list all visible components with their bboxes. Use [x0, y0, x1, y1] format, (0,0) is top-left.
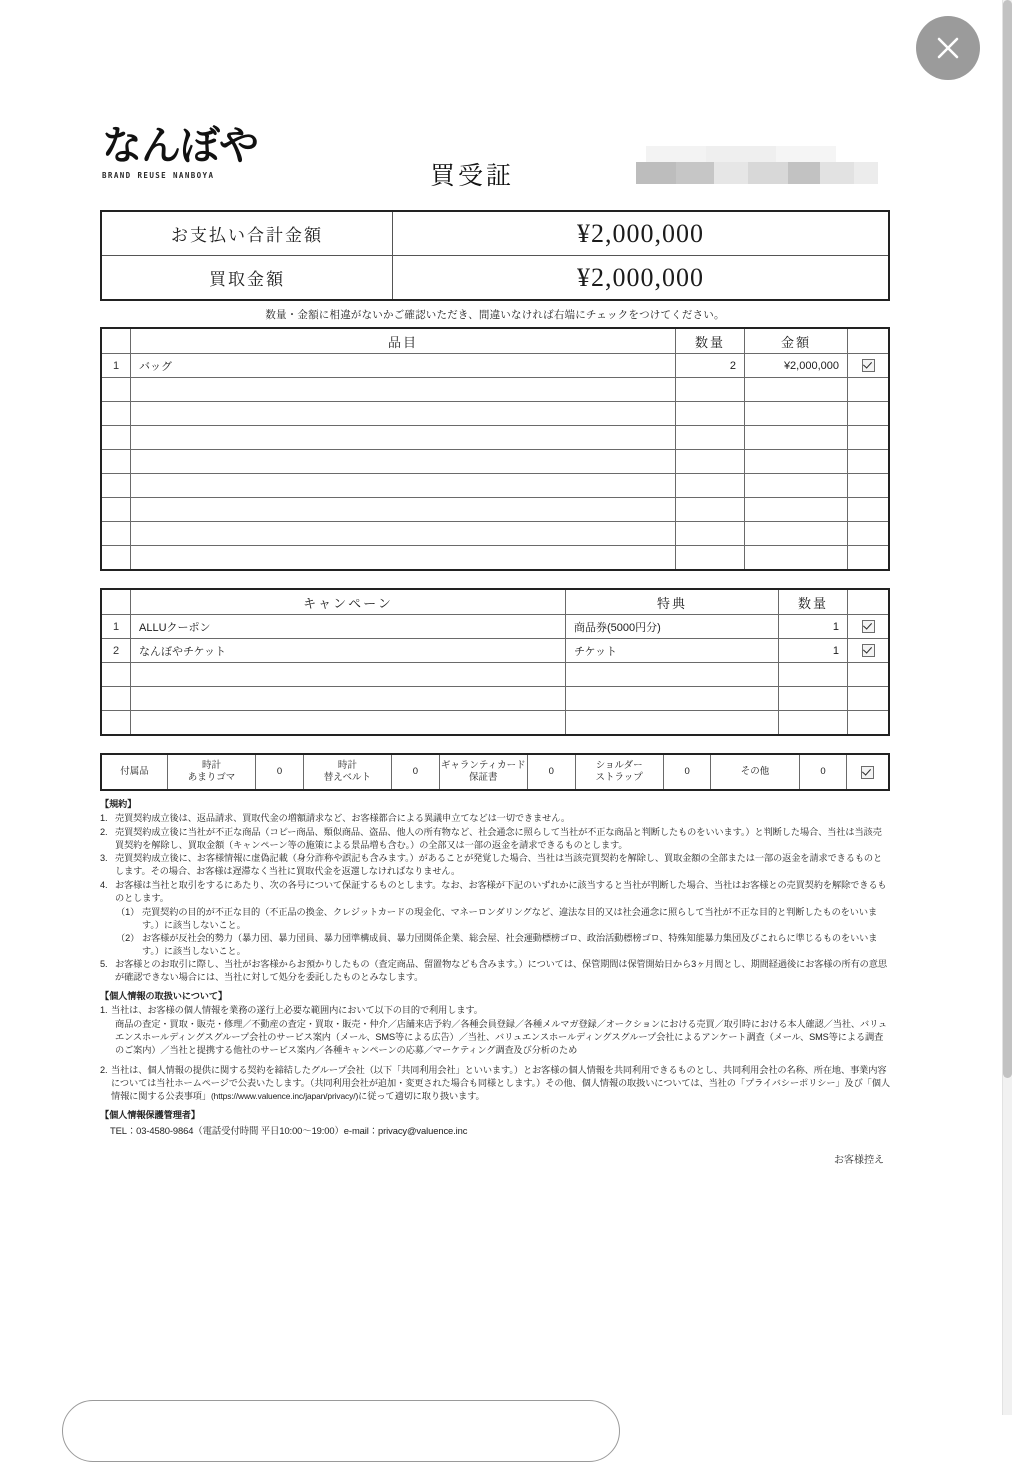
table-row — [101, 615, 889, 639]
table-row-empty — [101, 378, 889, 402]
privacy-clause-1-num: 1. — [100, 1004, 108, 1015]
privacy-clause-2-text — [111, 1064, 890, 1103]
campaign-row-name: なんぼやチケット — [131, 639, 566, 663]
accessory-name-1: 時計 替えベルト — [303, 754, 391, 790]
checkmark-icon — [862, 620, 875, 633]
item-row-name: バッグ — [131, 354, 676, 378]
accessory-row — [101, 754, 889, 790]
privacy-clause-2-main: 当社は、個人情報の提供に関する契約を締結したグループ会社（以下「共同利用会社」といいます。）とお客様の個人情報を共同利用できるものとし、共同利用会社の名称、所在地、事業内容については当社ホームページで公表いたします。（共同利用会社が追加・変更された場合も同様とします。）その他、個人情報の取扱いについては、当社の「プライバシーポリシー」及び「個人情報に関する公表事項」 — [111, 1064, 890, 1101]
terms-clause-4-text: お客様は当社と取引をするにあたり、次の各号について保証するものとします。なお、お客様が下記のいずれかに該当すると当社が判断した場合、当社はお客様との売買契約を解除できるものとします。 — [115, 879, 887, 903]
item-row-amount: ¥2,000,000 — [745, 354, 848, 378]
terms-clause-5-text: お客様とのお取引に際し、当社がお客様からお預かりしたもの（査定商品、留置物なども含みます。）については、保管期間は保管開始日から3ヶ月間とし、期間経過後にお客様の所有の意思が確認できない場合には、当社に対して処分を委託したものとみなします。 — [115, 958, 887, 982]
terms-clause-1 — [100, 812, 890, 825]
campaign-row-name: ALLUクーポン — [131, 615, 566, 639]
privacy-heading: 【個人情報の取扱いについて】 — [100, 990, 228, 1001]
total-row-purchase — [101, 256, 889, 301]
terms-clause-3-text: 売買契約成立後に、お客様情報に虚偽記載（身分詐称や誤記も含みます。）があることが発覚した場合、当社は当該売買契約を解除し、買取金額の全部または一部の返金を請求できるものとします。その場合、お客様は遅滞なく当社に買取代金を返還しなければなりません。 — [115, 853, 883, 877]
campaign-row-no: 1 — [101, 615, 131, 639]
terms-clause-3 — [100, 852, 890, 878]
terms-clause-5-num: 5. — [100, 958, 108, 969]
items-header-name: 品目 — [131, 328, 676, 354]
table-row-empty — [101, 687, 889, 711]
table-row-empty — [101, 711, 889, 736]
accessory-checkbox[interactable] — [847, 754, 889, 790]
table-row — [101, 354, 889, 378]
privacy-clause-2-num: 2. — [100, 1064, 108, 1075]
page-title: 買受証 — [430, 162, 515, 190]
item-row-qty: 2 — [676, 354, 745, 378]
totals-table — [100, 210, 890, 301]
fine-print — [100, 798, 890, 1137]
accessory-name-4: その他 — [711, 754, 799, 790]
terms-clause-4-sub-1 — [100, 906, 890, 932]
total-value-payment: ¥2,000,000 — [393, 211, 890, 256]
accessory-table — [100, 753, 890, 791]
items-header-no — [101, 328, 131, 354]
terms-clause-4-sub-2-text: お客様が反社会的勢力（暴力団、暴力団員、暴力団準構成員、暴力団関係企業、総会屋、社会運動標榜ゴロ、政治活動標榜ゴロ、特殊知能暴力集団及びこれらに準じるものをいいます。）に該当しないこと。 — [142, 932, 878, 956]
bottom-action-button[interactable] — [62, 1400, 620, 1462]
redacted-customer-field — [628, 144, 884, 192]
table-row-empty — [101, 426, 889, 450]
privacy-clause-1 — [100, 1004, 890, 1017]
campaign-header-check — [848, 589, 890, 615]
privacy-clause-2 — [100, 1064, 890, 1103]
checkmark-icon — [862, 359, 875, 372]
item-row-no: 1 — [101, 354, 131, 378]
document-header — [100, 118, 890, 210]
items-header-check — [848, 328, 890, 354]
checkmark-icon — [862, 644, 875, 657]
items-header-row — [101, 328, 889, 354]
accessory-value-0: 0 — [256, 754, 304, 790]
accessory-label: 付属品 — [101, 754, 167, 790]
terms-clause-2-num: 2. — [100, 826, 108, 837]
logo-subtitle: BRAND REUSE NANBOYA — [102, 171, 215, 180]
accessory-value-2: 0 — [527, 754, 575, 790]
vertical-scrollbar[interactable] — [1002, 0, 1012, 1415]
terms-clause-4-num: 4. — [100, 879, 108, 890]
campaign-row-benefit: 商品券(5000円分) — [566, 615, 779, 639]
confirmation-note: 数量・金額に相違がないかご確認いただき、間違いなければ右端にチェックをつけてください。 — [265, 309, 725, 321]
terms-clause-4-sub-2-num: （2） — [116, 932, 140, 943]
privacy-clause-2-tail: に従って適切に取り扱います。 — [358, 1090, 485, 1101]
privacy-manager-heading: 【個人情報保護管理者】 — [100, 1109, 200, 1120]
table-row-empty — [101, 450, 889, 474]
accessory-value-4: 0 — [799, 754, 847, 790]
items-header-qty: 数量 — [676, 328, 745, 354]
terms-clause-4-sub-1-text: 売買契約の目的が不正な目的（不正品の換金、クレジットカードの現金化、マネーロンダリングなど、違法な目的又は社会通念に照らして当社が不正な目的と判断したものをいいます。）に該当しないこと。 — [142, 906, 878, 930]
table-row-empty — [101, 522, 889, 546]
total-label-purchase: 買取金額 — [101, 256, 393, 301]
items-body — [101, 354, 889, 571]
privacy-policy-url[interactable]: (https://www.valuence.inc/japan/privacy/) — [210, 1090, 359, 1101]
privacy-contact: TEL：03-4580-9864（電話受付時間 平日10:00〜19:00）e-mail：privacy@valuence.inc — [110, 1124, 468, 1136]
items-header-amount: 金額 — [745, 328, 848, 354]
receipt-document — [100, 118, 890, 1166]
campaign-table — [100, 588, 890, 736]
table-row — [101, 639, 889, 663]
campaign-header-benefit: 特典 — [566, 589, 779, 615]
campaign-row-checkbox[interactable] — [848, 639, 890, 663]
accessory-value-1: 0 — [392, 754, 440, 790]
terms-clause-4-sub-2 — [100, 932, 890, 958]
campaign-row-qty: 1 — [779, 615, 848, 639]
campaign-row-no: 2 — [101, 639, 131, 663]
accessory-name-3: ショルダー ストラップ — [575, 754, 663, 790]
customer-copy-note: お客様控え — [834, 1155, 884, 1167]
item-row-checkbox[interactable] — [848, 354, 890, 378]
table-spacer — [100, 571, 890, 588]
privacy-clause-1-text: 商品の査定・買取・販売・修理／不動産の査定・買取・販売・仲介／店舗来店予約／各種会員登録／各種メルマガ登録／オークションにおける売買／取引時における本人確認／当社、バリュエンスホールディングスグループ会社のサービス案内（メール、SMS等による広告）／当社、バリュエンスホールディングスグループ会社によるアンケート調査（メール、SMS等による調査のご案内）／当社と提携する他社のサービス案内／各種キャンペーンの応募／マーケティング調査及び分析のため — [115, 1018, 887, 1055]
accessory-value-3: 0 — [663, 754, 711, 790]
campaign-row-checkbox[interactable] — [848, 615, 890, 639]
table-row-empty — [101, 546, 889, 571]
terms-clause-3-num: 3. — [100, 853, 108, 864]
table-row-empty — [101, 498, 889, 522]
campaign-header-no — [101, 589, 131, 615]
table-row-empty — [101, 474, 889, 498]
table-row-empty — [101, 663, 889, 687]
privacy-clause-1-lead: 当社は、お客様の個人情報を業務の遂行上必要な範囲内において以下の目的で利用します。 — [111, 1004, 483, 1015]
logo-wordmark: なんぼや — [102, 123, 258, 169]
terms-clause-2-text: 売買契約成立後に当社が不正な商品（コピー商品、類似商品、盗品、他人の所有物など、社会通念に照らして当社が不正な商品と判断したものをいいます。）と判断した場合、当社は当該売買契約を解除し、買取金額（キャンペーン等の施策による景品増も含む。）の全部又は一部の返金を請求できるものとします。 — [115, 826, 882, 850]
terms-clause-4-sub-1-num: （1） — [116, 906, 140, 917]
campaign-header-name: キャンペーン — [131, 589, 566, 615]
campaign-row-benefit: チケット — [566, 639, 779, 663]
terms-clause-5 — [100, 958, 890, 984]
accessory-name-2: ギャランティカード 保証書 — [439, 754, 527, 790]
terms-clause-1-text: 売買契約成立後は、返品請求、買取代金の増額請求など、お客様都合による異議申立てなどは一切できません。 — [115, 813, 570, 824]
checkmark-icon — [861, 766, 874, 779]
close-button[interactable] — [916, 16, 980, 80]
terms-clause-2 — [100, 826, 890, 852]
close-icon — [933, 33, 963, 63]
campaign-body — [101, 615, 889, 736]
terms-heading: 【規約】 — [100, 799, 137, 809]
scrollbar-thumb[interactable] — [1003, 0, 1012, 1078]
total-row-payment — [101, 211, 889, 256]
terms-clause-1-num: 1. — [100, 813, 108, 824]
accessory-name-0: 時計 あまりゴマ — [167, 754, 255, 790]
total-label-payment: お支払い合計金額 — [101, 211, 393, 256]
nanboya-logo — [102, 123, 282, 180]
total-value-purchase: ¥2,000,000 — [393, 256, 890, 301]
campaign-header-qty: 数量 — [779, 589, 848, 615]
campaign-header-row — [101, 589, 889, 615]
items-table — [100, 327, 890, 571]
terms-clause-4 — [100, 879, 890, 905]
campaign-row-qty: 1 — [779, 639, 848, 663]
table-row-empty — [101, 402, 889, 426]
